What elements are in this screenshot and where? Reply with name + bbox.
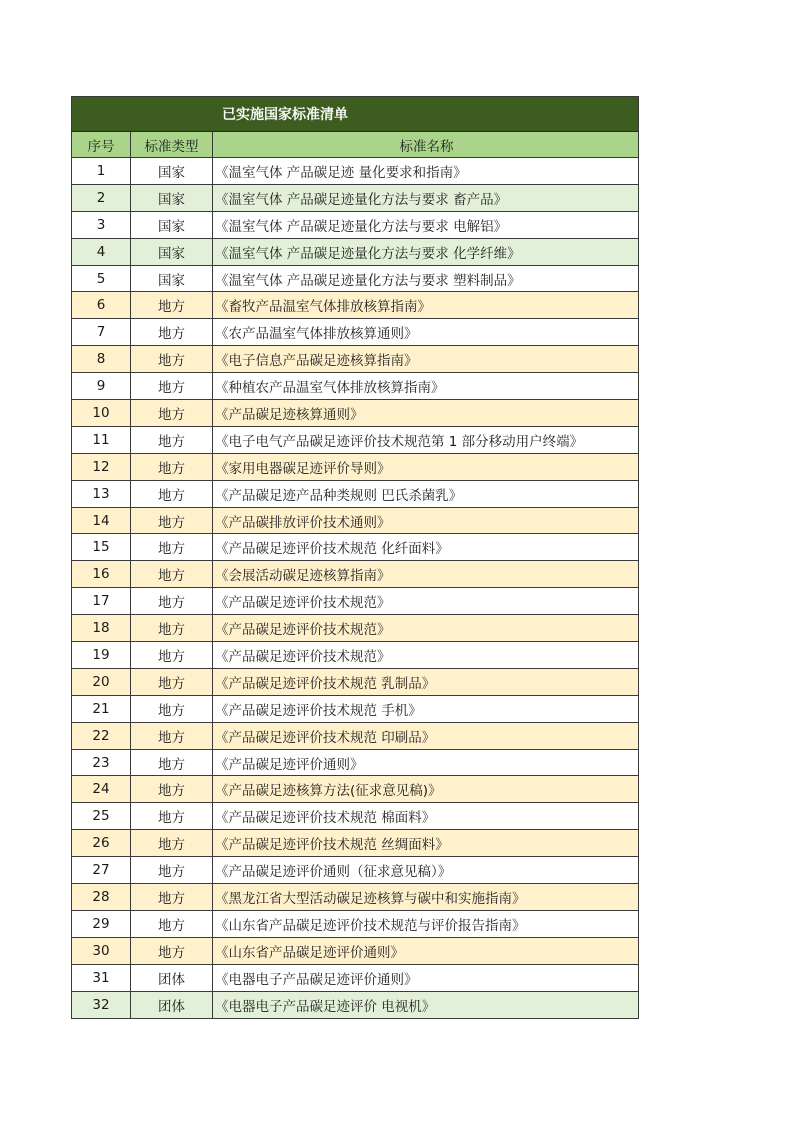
table-row[interactable] (72, 749, 639, 776)
table-row[interactable] (72, 668, 639, 695)
row-number-cell[interactable]: 32 (72, 991, 131, 1018)
table-row[interactable] (72, 991, 639, 1018)
standard-name-cell[interactable]: 《产品碳足迹评价技术规范》 (213, 615, 639, 642)
row-number-cell[interactable]: 21 (72, 695, 131, 722)
table-title: 已实施国家标准清单 (222, 107, 348, 123)
table-row[interactable] (72, 346, 639, 373)
standard-type-cell[interactable]: 地方 (131, 803, 213, 830)
row-number-cell[interactable]: 7 (72, 319, 131, 346)
table-row[interactable] (72, 857, 639, 884)
standard-type-cell[interactable]: 团体 (131, 991, 213, 1018)
standard-type-cell[interactable]: 地方 (131, 615, 213, 642)
standard-name-cell[interactable]: 《家用电器碳足迹评价导则》 (213, 453, 639, 480)
row-number-cell[interactable]: 30 (72, 937, 131, 964)
standard-type-cell[interactable]: 地方 (131, 373, 213, 400)
standard-type-cell[interactable]: 地方 (131, 588, 213, 615)
standard-type-cell[interactable]: 地方 (131, 749, 213, 776)
standard-name-cell[interactable]: 《山东省产品碳足迹评价技术规范与评价报告指南》 (213, 910, 639, 937)
table-row[interactable] (72, 158, 639, 185)
row-number-cell[interactable]: 25 (72, 803, 131, 830)
standard-name-cell[interactable]: 《电子信息产品碳足迹核算指南》 (213, 346, 639, 373)
row-number-cell[interactable]: 23 (72, 749, 131, 776)
row-number-cell[interactable]: 20 (72, 668, 131, 695)
standard-name-cell[interactable]: 《产品碳足迹评价通则》 (213, 749, 639, 776)
standard-type-cell[interactable]: 团体 (131, 964, 213, 991)
standard-name-cell[interactable]: 《产品碳足迹评价技术规范 印刷品》 (213, 722, 639, 749)
table-row[interactable] (72, 319, 639, 346)
table-row[interactable] (72, 211, 639, 238)
row-number-cell[interactable]: 15 (72, 534, 131, 561)
row-number-cell[interactable]: 17 (72, 588, 131, 615)
standard-name-cell[interactable]: 《黑龙江省大型活动碳足迹核算与碳中和实施指南》 (213, 884, 639, 911)
standard-type-cell[interactable]: 地方 (131, 292, 213, 319)
standard-name-cell[interactable]: 《产品碳足迹产品种类规则 巴氏杀菌乳》 (213, 480, 639, 507)
table-body (72, 158, 639, 1019)
standard-name-cell[interactable]: 《温室气体 产品碳足迹 量化要求和指南》 (213, 158, 639, 185)
standard-type-cell[interactable]: 国家 (131, 238, 213, 265)
standard-type-cell[interactable]: 地方 (131, 534, 213, 561)
table-row[interactable] (72, 776, 639, 803)
table-row[interactable] (72, 238, 639, 265)
column-header-name: 标准名称 (213, 132, 639, 158)
standard-type-cell[interactable]: 地方 (131, 346, 213, 373)
table-row[interactable] (72, 803, 639, 830)
standard-type-cell[interactable]: 地方 (131, 426, 213, 453)
standard-type-cell[interactable]: 地方 (131, 884, 213, 911)
row-number-cell[interactable]: 22 (72, 722, 131, 749)
standard-type-cell[interactable]: 地方 (131, 722, 213, 749)
standard-name-cell[interactable]: 《电器电子产品碳足迹评价 电视机》 (213, 991, 639, 1018)
standard-name-cell[interactable]: 《温室气体 产品碳足迹量化方法与要求 塑料制品》 (213, 265, 639, 292)
standard-name-cell[interactable]: 《温室气体 产品碳足迹量化方法与要求 化学纤维》 (213, 238, 639, 265)
standard-name-cell[interactable]: 《种植农产品温室气体排放核算指南》 (213, 373, 639, 400)
table-header-row (72, 132, 639, 158)
table-row[interactable] (72, 964, 639, 991)
standard-name-cell[interactable]: 《电子电气产品碳足迹评价技术规范第 1 部分移动用户终端》 (213, 426, 639, 453)
standard-name-cell[interactable]: 《畜牧产品温室气体排放核算指南》 (213, 292, 639, 319)
column-header-number: 序号 (72, 132, 131, 158)
standard-type-cell[interactable]: 地方 (131, 830, 213, 857)
table-row[interactable] (72, 642, 639, 669)
standard-type-cell[interactable]: 地方 (131, 937, 213, 964)
table-row[interactable] (72, 830, 639, 857)
table-row[interactable] (72, 910, 639, 937)
standard-name-cell[interactable]: 《产品碳足迹评价技术规范 丝绸面料》 (213, 830, 639, 857)
table-title-row (72, 97, 639, 132)
table-row[interactable] (72, 884, 639, 911)
standard-type-cell[interactable]: 国家 (131, 184, 213, 211)
row-number-cell[interactable]: 1 (72, 158, 131, 185)
row-number-cell[interactable]: 27 (72, 857, 131, 884)
table-row[interactable] (72, 453, 639, 480)
table-row[interactable] (72, 588, 639, 615)
standard-name-cell[interactable]: 《产品碳足迹评价技术规范》 (213, 642, 639, 669)
standard-name-cell[interactable]: 《产品碳足迹评价通则（征求意见稿）》 (213, 857, 639, 884)
standard-type-cell[interactable]: 地方 (131, 776, 213, 803)
table-row[interactable] (72, 615, 639, 642)
standard-type-cell[interactable]: 地方 (131, 668, 213, 695)
table-title-cell (72, 97, 639, 132)
table-row[interactable] (72, 184, 639, 211)
row-number-cell[interactable]: 16 (72, 561, 131, 588)
row-number-cell[interactable]: 28 (72, 884, 131, 911)
row-number-cell[interactable]: 5 (72, 265, 131, 292)
standard-name-cell[interactable]: 《产品碳足迹核算方法(征求意见稿)》 (213, 776, 639, 803)
standard-name-cell[interactable]: 《农产品温室气体排放核算通则》 (213, 319, 639, 346)
standard-type-cell[interactable]: 国家 (131, 211, 213, 238)
row-number-cell[interactable]: 29 (72, 910, 131, 937)
row-number-cell[interactable]: 2 (72, 184, 131, 211)
standard-name-cell[interactable]: 《产品碳足迹评价技术规范 乳制品》 (213, 668, 639, 695)
standards-table (71, 96, 639, 1019)
row-number-cell[interactable]: 13 (72, 480, 131, 507)
table-row[interactable] (72, 534, 639, 561)
column-header-type: 标准类型 (131, 132, 213, 158)
row-number-cell[interactable]: 11 (72, 426, 131, 453)
standard-name-cell[interactable]: 《电器电子产品碳足迹评价通则》 (213, 964, 639, 991)
table-row[interactable] (72, 265, 639, 292)
row-number-cell[interactable]: 4 (72, 238, 131, 265)
table-row[interactable] (72, 292, 639, 319)
row-number-cell[interactable]: 12 (72, 453, 131, 480)
row-number-cell[interactable]: 8 (72, 346, 131, 373)
standard-name-cell[interactable]: 《产品碳足迹评价技术规范 化纤面料》 (213, 534, 639, 561)
table-row[interactable] (72, 426, 639, 453)
table-row[interactable] (72, 695, 639, 722)
standard-type-cell[interactable]: 地方 (131, 642, 213, 669)
standard-type-cell[interactable]: 地方 (131, 561, 213, 588)
row-number-cell[interactable]: 6 (72, 292, 131, 319)
standards-sheet (71, 96, 638, 1019)
standard-name-cell[interactable]: 《会展活动碳足迹核算指南》 (213, 561, 639, 588)
table-row[interactable] (72, 400, 639, 427)
row-number-cell[interactable]: 10 (72, 400, 131, 427)
standard-name-cell[interactable]: 《产品碳排放评价技术通则》 (213, 507, 639, 534)
standard-type-cell[interactable]: 地方 (131, 400, 213, 427)
table-row[interactable] (72, 480, 639, 507)
standard-name-cell[interactable]: 《温室气体 产品碳足迹量化方法与要求 电解铝》 (213, 211, 639, 238)
standard-name-cell[interactable]: 《产品碳足迹核算通则》 (213, 400, 639, 427)
row-number-cell[interactable]: 9 (72, 373, 131, 400)
row-number-cell[interactable]: 19 (72, 642, 131, 669)
standard-name-cell[interactable]: 《温室气体 产品碳足迹量化方法与要求 畜产品》 (213, 184, 639, 211)
standard-type-cell[interactable]: 国家 (131, 158, 213, 185)
standard-name-cell[interactable]: 《山东省产品碳足迹评价通则》 (213, 937, 639, 964)
row-number-cell[interactable]: 14 (72, 507, 131, 534)
standard-type-cell[interactable]: 地方 (131, 480, 213, 507)
standard-type-cell[interactable]: 地方 (131, 857, 213, 884)
row-number-cell[interactable]: 3 (72, 211, 131, 238)
row-number-cell[interactable]: 31 (72, 964, 131, 991)
standard-type-cell[interactable]: 地方 (131, 507, 213, 534)
standard-type-cell[interactable]: 地方 (131, 453, 213, 480)
standard-name-cell[interactable]: 《产品碳足迹评价技术规范》 (213, 588, 639, 615)
standard-type-cell[interactable]: 地方 (131, 695, 213, 722)
row-number-cell[interactable]: 24 (72, 776, 131, 803)
standard-type-cell[interactable]: 地方 (131, 319, 213, 346)
standard-type-cell[interactable]: 国家 (131, 265, 213, 292)
row-number-cell[interactable]: 26 (72, 830, 131, 857)
table-row[interactable] (72, 373, 639, 400)
table-row[interactable] (72, 937, 639, 964)
table-row[interactable] (72, 507, 639, 534)
table-row[interactable] (72, 722, 639, 749)
row-number-cell[interactable]: 18 (72, 615, 131, 642)
standard-name-cell[interactable]: 《产品碳足迹评价技术规范 棉面料》 (213, 803, 639, 830)
table-row[interactable] (72, 561, 639, 588)
standard-type-cell[interactable]: 地方 (131, 910, 213, 937)
standard-name-cell[interactable]: 《产品碳足迹评价技术规范 手机》 (213, 695, 639, 722)
